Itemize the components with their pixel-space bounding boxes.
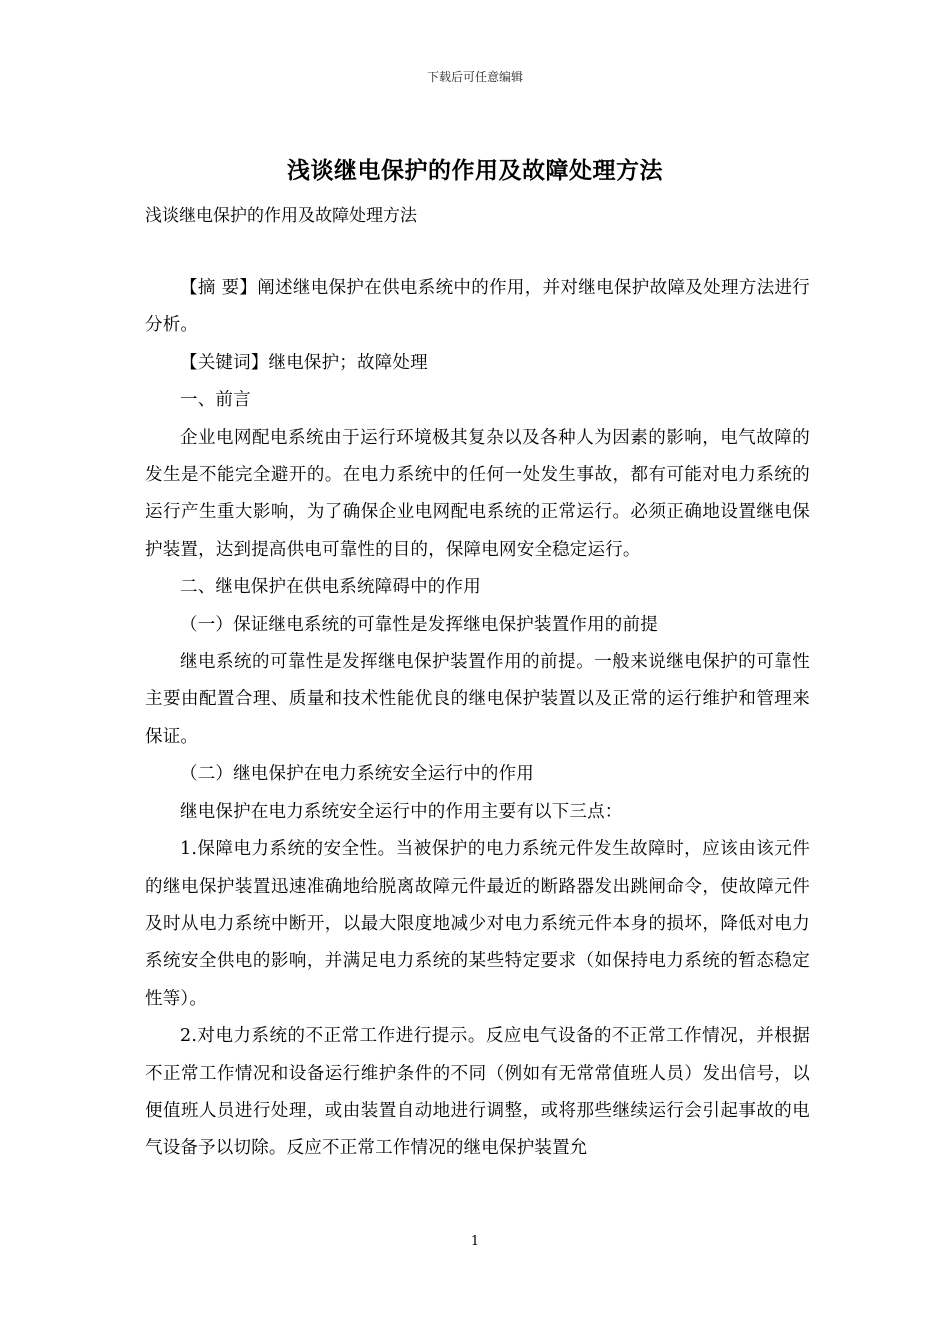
list-item-paragraph: 2.对电力系统的不正常工作进行提示。反应电气设备的不正常工作情况，并根据不正常工作情况和设备运行维护条件的不同（例如有无常常值班人员）发出信号，以便值班人员进行处理，或由装置自动地进行调整，或将那些继续运行会引起事故的电气设备予以切除。反应不正常工作情况的继电保护装置允 (145, 1026, 810, 1159)
header-note: 下载后可任意编辑 (426, 70, 523, 84)
document-subtitle: 浅谈继电保护的作用及故障处理方法 (145, 206, 417, 226)
subsection-heading-reliability: （一）保证继电系统的可靠性是发挥继电保护装置作用的前提 (180, 614, 658, 635)
document-title: 浅谈继电保护的作用及故障处理方法 (287, 157, 663, 184)
subsection-heading-safety: （二）继电保护在电力系统安全运行中的作用 (180, 764, 534, 785)
section-heading-role: 二、继电保护在供电系统障碍中的作用 (180, 577, 481, 598)
document-body (145, 270, 810, 1168)
list-item-paragraph: 1.保障电力系统的安全性。当被保护的电力系统元件发生故障时，应该由该元件的继电保护装置迅速准确地给脱离故障元件最近的断路器发出跳闸命令，使故障元件及时从电力系统中断开，以最大限度地减少对电力系统元件本身的损坏，降低对电力系统安全供电的影响，并满足电力系统的某些特定要求（如保持电力系统的暂态稳定性等）。 (145, 839, 810, 1009)
page-number: 1 (470, 1234, 480, 1249)
keywords-paragraph: 【关键词】继电保护；故障处理 (180, 352, 428, 373)
abstract-paragraph: 【摘 要】阐述继电保护在供电系统中的作用，并对继电保护故障及处理方法进行分析。 (145, 278, 810, 336)
body-paragraph: 继电系统的可靠性是发挥继电保护装置作用的前提。一般来说继电保护的可靠性主要由配置合理、质量和技术性能优良的继电保护装置以及正常的运行维护和管理来保证。 (145, 652, 810, 747)
body-paragraph: 继电保护在电力系统安全运行中的作用主要有以下三点： (180, 801, 623, 822)
section-heading-preface: 一、前言 (180, 390, 251, 411)
body-paragraph: 企业电网配电系统由于运行环境极其复杂以及各种人为因素的影响，电气故障的发生是不能完全避开的。在电力系统中的任何一处发生事故，都有可能对电力系统的运行产生重大影响，为了确保企业电网配电系统的正常运行。必须正确地设置继电保护装置，达到提高供电可靠性的目的，保障电网安全稳定运行。 (145, 427, 810, 560)
